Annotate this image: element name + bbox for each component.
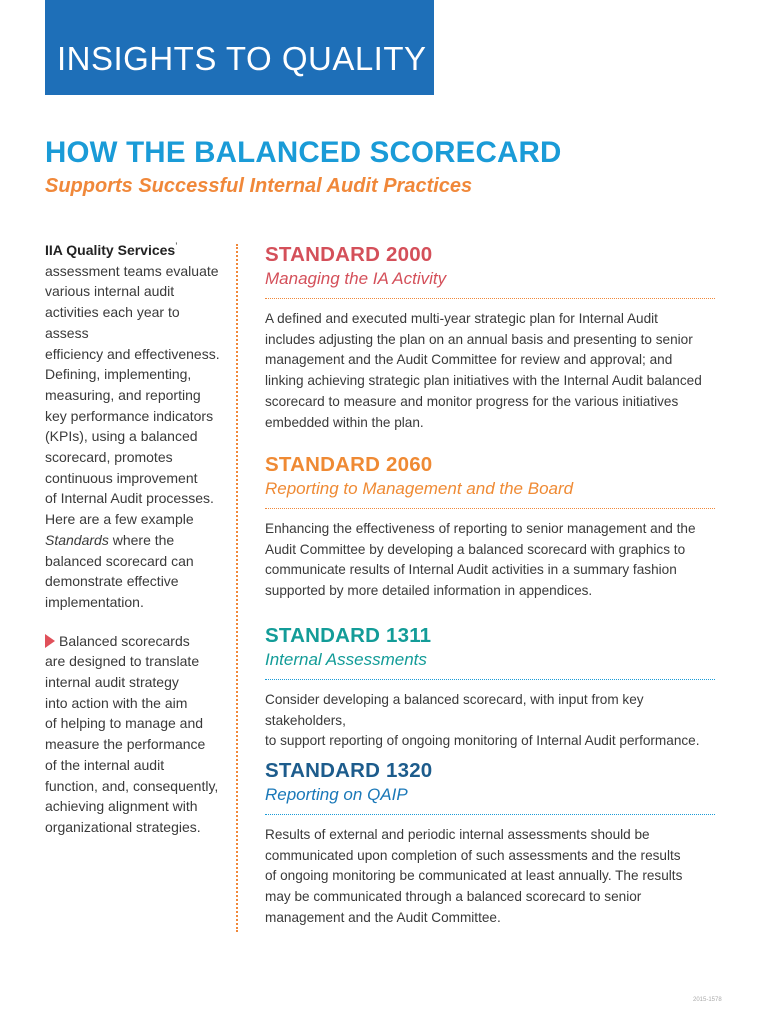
standard-title: STANDARD 2000	[265, 243, 433, 266]
standard-1320-section	[265, 759, 715, 929]
org-name: IIA Quality Services	[45, 242, 176, 258]
intro-column	[45, 240, 220, 838]
org-apostrophe: ’	[175, 241, 178, 253]
standard-title: STANDARD 2060	[265, 453, 433, 476]
callout-text: Balanced scorecards are designed to translate internal audit strategy into action with the aim of helping to manage and measure the performance of the internal audit function, and, consequently, achieving alignment with organizational strategies.	[45, 632, 219, 835]
page-subtitle: Supports Successful Internal Audit Practices	[45, 175, 473, 197]
standard-body: Results of external and periodic internal assessments should be communicated upon completion of such assessments and the results of ongoing monitoring be communicated at least annually. The results may be communicated through a balanced scorecard to senior management and the Audit Committee.	[265, 827, 683, 925]
intro-text-b: where the balanced scorecard can demonstrate effective implementation.	[45, 531, 194, 610]
standard-body: Enhancing the effectiveness of reporting to senior management and the Audit Committee by developing a balanced scorecard with graphics to communicate results of Internal Audit activities in a summary fashion supported by more detailed information in appendices.	[265, 521, 696, 599]
standard-1311-section	[265, 624, 715, 752]
dotted-rule	[265, 508, 715, 509]
banner-title: INSIGHTS TO QUALITY	[57, 40, 427, 77]
standard-body: Consider developing a balanced scorecard, with input from key stakeholders, to support reporting of ongoing monitoring of Internal Audit performance.	[265, 692, 700, 749]
page-title: HOW THE BALANCED SCORECARD	[45, 136, 562, 169]
standards-word: Standards	[45, 531, 109, 548]
standard-2060-section	[265, 453, 715, 602]
dotted-rule	[265, 298, 715, 299]
standard-title: STANDARD 1320	[265, 759, 433, 782]
intro-text-a: assessment teams evaluate various internal audit activities each year to assess efficiency and effectiveness. Defining, implementing, measuring, and reporting key performance indicators (KPIs), using a balanced scorecard, promotes continuous improvement of Internal Audit processes. Here are a few example	[45, 262, 220, 528]
standard-subtitle: Internal Assessments	[265, 650, 427, 669]
column-divider	[236, 244, 238, 932]
standard-subtitle: Reporting on QAIP	[265, 785, 408, 804]
document-code: 2015-1578	[693, 997, 722, 1003]
dotted-rule	[265, 679, 715, 680]
standard-body: A defined and executed multi-year strategic plan for Internal Audit includes adjusting the plan on an annual basis and presenting to senior management and the Audit Committee for review and approval; and linking achieving strategic plan initiatives with the Internal Audit balanced scorecard to measure and monitor progress for the various initiatives embedded within the plan.	[265, 311, 702, 430]
callout-paragraph	[45, 631, 220, 838]
dotted-rule	[265, 814, 715, 815]
standard-2000-section	[265, 243, 715, 433]
header-banner	[45, 0, 434, 95]
intro-paragraph	[45, 240, 220, 613]
triangle-arrow-icon	[45, 634, 55, 648]
standard-title: STANDARD 1311	[265, 624, 432, 647]
standard-subtitle: Managing the IA Activity	[265, 269, 447, 288]
standard-subtitle: Reporting to Management and the Board	[265, 479, 574, 498]
